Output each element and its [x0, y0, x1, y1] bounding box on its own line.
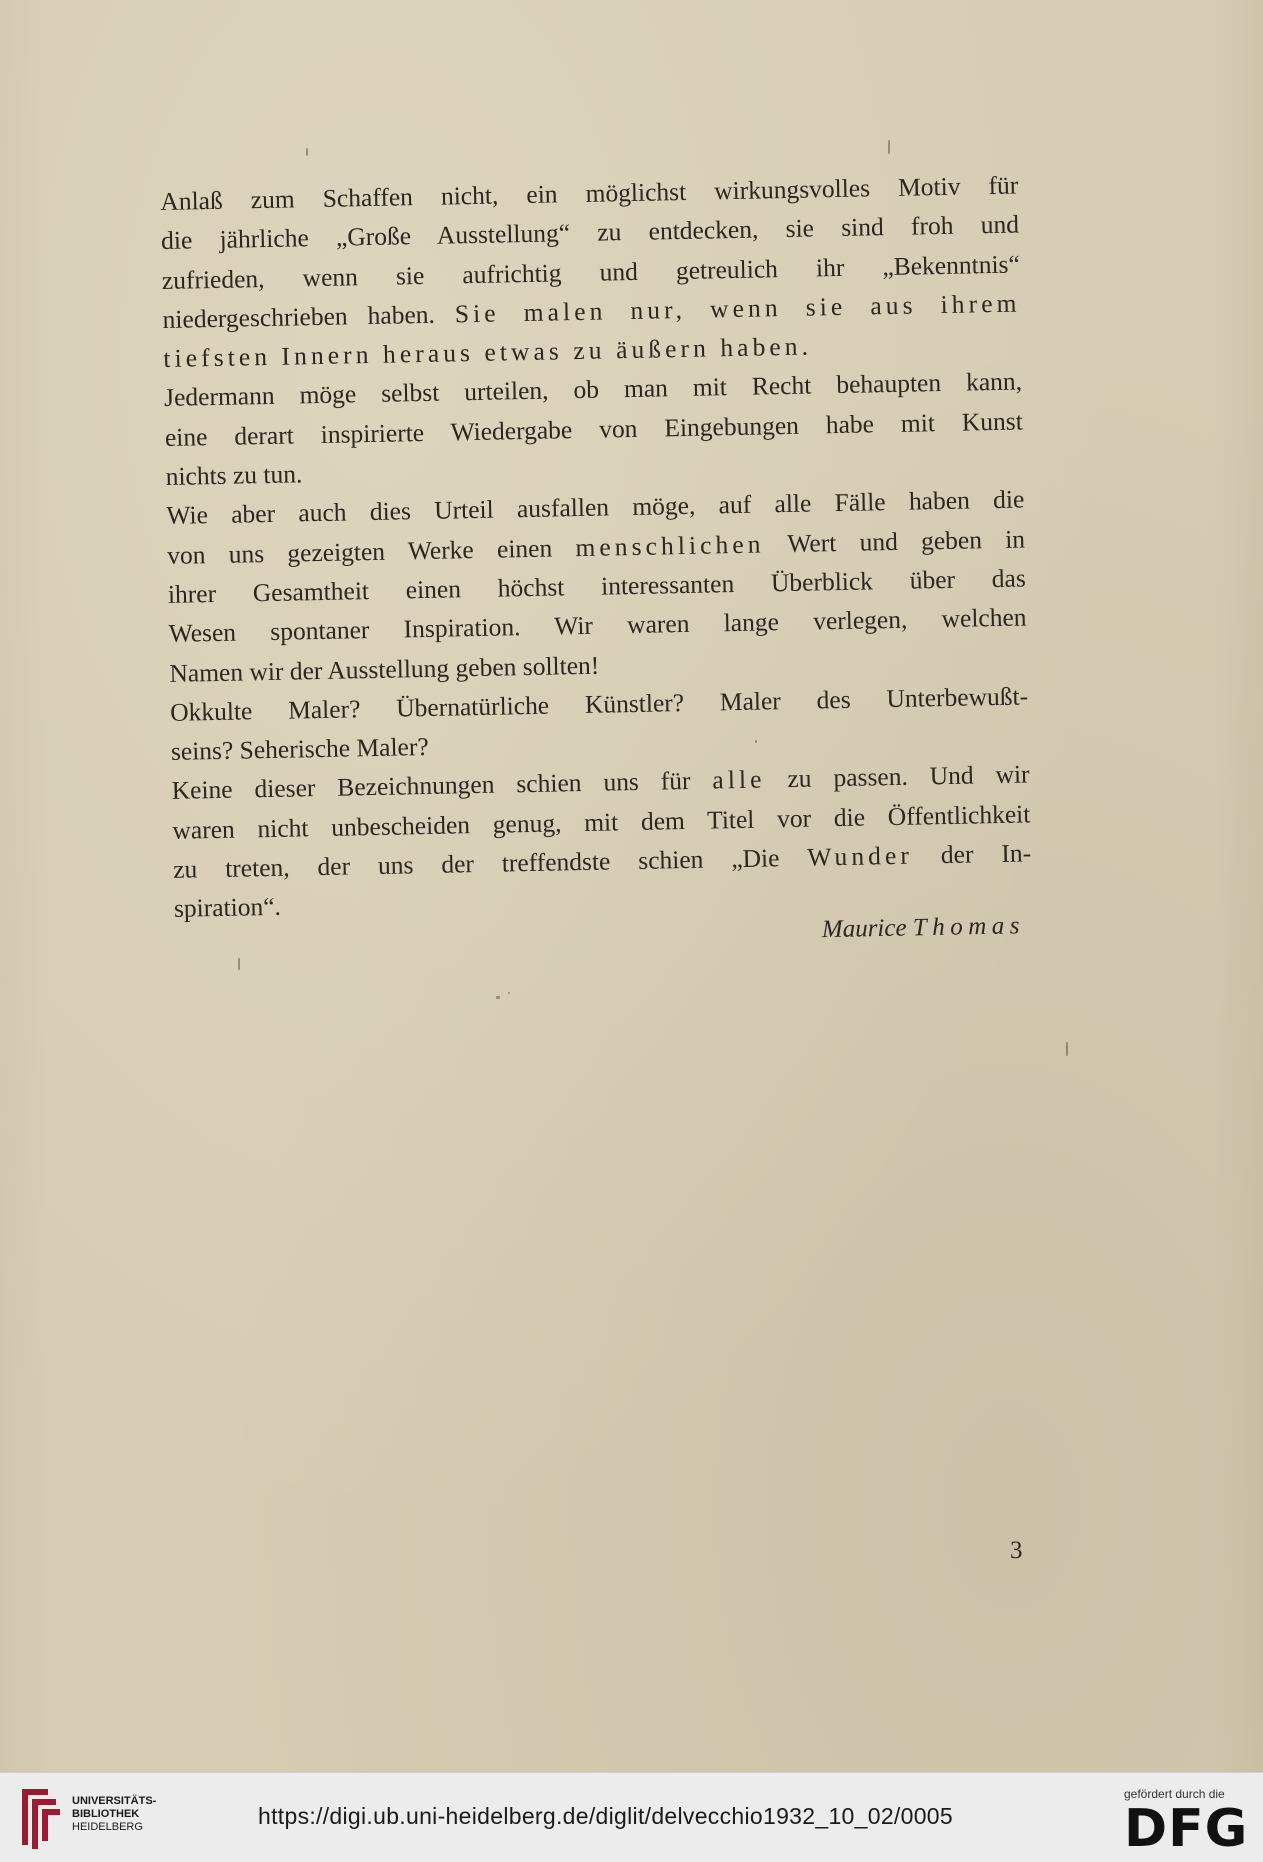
text-line: Namen wir der Ausstellung geben sollten!	[169, 650, 600, 688]
paper-speck	[306, 148, 308, 156]
body-text	[160, 166, 1032, 929]
text-segment: zu treten, der uns der treffendste schien „Die	[172, 842, 808, 884]
viewer-footer	[0, 1772, 1263, 1862]
funding-caption: gefördert durch die	[1124, 1787, 1225, 1801]
text-line: Wesen spontaner Inspiration. Wir waren lange verlegen, welchen	[168, 602, 1027, 649]
library-name-line: BIBLIOTHEK	[72, 1808, 140, 1820]
signature-first-name: Maurice	[821, 914, 907, 944]
text-line: zufrieden, wenn sie aufrichtig und getreulich ihr „Bekenntnis“	[161, 249, 1021, 295]
paper-speck	[1066, 1042, 1068, 1056]
text-line: nichts zu tun.	[165, 459, 303, 492]
library-name	[72, 1795, 156, 1834]
text-line: ihrer Gesamtheit einen höchst interessanten Überblick über das	[167, 563, 1027, 609]
author-signature	[735, 912, 1025, 946]
text-line: spiration“.	[173, 892, 282, 924]
text-segment-spaced: Sie malen nur, wenn sie aus ihrem	[454, 288, 1021, 329]
text-line: eine derart inspirierte Wiedergabe von Eingebungen habe mit Kunst	[164, 406, 1024, 452]
text-line: Wie aber auch dies Urteil ausfallen möge, auf alle Fälle haben die	[166, 484, 1025, 531]
text-line: seins? Seherische Maler?	[170, 732, 429, 767]
text-line: die jährliche „Große Ausstellung“ zu entdecken, sie sind froh und	[160, 209, 1020, 256]
text-line: Anlaß zum Schaffen nicht, ein möglichst wirkungsvolles Motiv für	[160, 170, 1019, 216]
text-segment: niedergeschrieben haben.	[162, 299, 456, 334]
permalink-url[interactable]: https://digi.ub.uni-heidelberg.de/diglit/delvecchio1932_10_02/0005	[258, 1803, 953, 1829]
library-logo-icon	[14, 1783, 64, 1853]
text-segment: Wert und geben in	[764, 524, 1026, 559]
text-line: tiefsten Innern heraus etwas zu äußern haben.	[163, 331, 813, 374]
library-name-line: HEIDELBERG	[72, 1821, 143, 1833]
library-name-line: UNIVERSITÄTS-	[72, 1795, 157, 1807]
text-segment-spaced: Wunder	[807, 840, 914, 872]
text-line: Okkulte Maler? Übernatürliche Künstler? Maler des Unterbewußt-	[169, 681, 1029, 727]
paper-speck	[888, 140, 890, 154]
text-line: waren nicht unbescheiden genug, mit dem Titel vor die Öffentlichkeit	[172, 799, 1031, 845]
paper-speck	[238, 958, 240, 970]
signature-last-name: Thomas	[912, 912, 1026, 942]
text-segment-spaced: alle	[712, 764, 766, 795]
text-segment-spaced: menschlichen	[575, 529, 765, 562]
text-segment: der In-	[912, 838, 1032, 870]
text-line: Jedermann möge selbst urteilen, ob man mit Recht behaupten kann,	[163, 366, 1023, 413]
dfg-logo: DFG	[1124, 1799, 1249, 1859]
text-segment: von uns gezeigten Werke einen	[166, 532, 576, 570]
paper-speck	[496, 996, 500, 999]
page-number: 3	[1010, 1537, 1023, 1564]
text-segment: Keine dieser Bezeichnungen schien uns für	[171, 765, 713, 806]
paper-speck	[508, 992, 510, 994]
text-segment: zu passen. Und wir	[765, 759, 1030, 794]
